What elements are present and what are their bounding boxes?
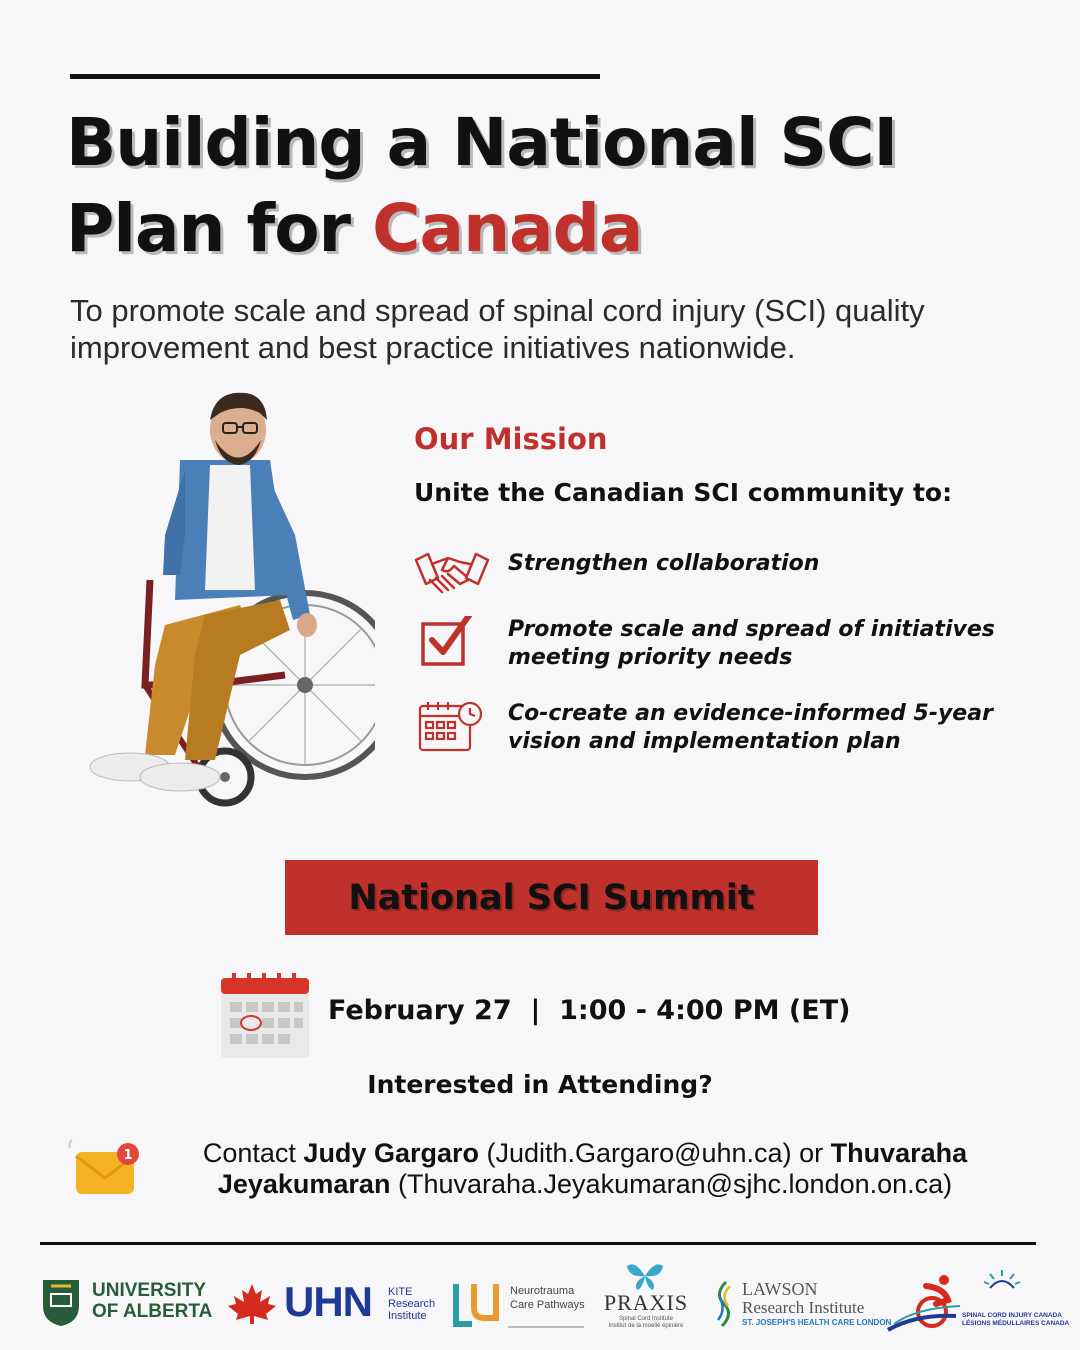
ualberta-shield-logo — [40, 1276, 82, 1328]
lawson-line-3: ST. JOSEPH'S HEALTH CARE LONDON — [742, 1318, 892, 1327]
contact-prefix: Contact — [202, 1138, 304, 1168]
envelope-notification-icon — [66, 1136, 146, 1202]
person-in-wheelchair-photo — [55, 385, 375, 815]
notification-count: 1 — [123, 1148, 133, 1163]
title-accent-canada: Canada — [372, 190, 643, 267]
top-rule — [70, 74, 600, 79]
praxis-subtext — [596, 1316, 696, 1330]
mission-item-text: Promote scale and spread of initiatives meeting priority needs — [508, 617, 995, 670]
calendar-icon — [218, 972, 313, 1060]
lawson-line-1: LAWSON — [742, 1279, 818, 1299]
ualberta-line-2: OF ALBERTA — [92, 1301, 213, 1322]
handshake-icon — [414, 548, 490, 608]
praxis-sub-2: Institut de la moelle épinière — [608, 1323, 684, 1329]
sci-canada-line-2: LÉSIONS MÉDULLAIRES CANADA — [962, 1320, 1070, 1327]
neurotrauma-logo-mark — [452, 1278, 508, 1330]
neurotrauma-line-2: Care Pathways — [510, 1299, 585, 1311]
mission-item-scale-spread — [414, 616, 1034, 686]
sci-canada-line-1: SPINAL CORD INJURY CANADA — [962, 1312, 1062, 1319]
title-line-1: Building a National SCI — [66, 104, 898, 181]
subtitle: To promote scale and spread of spinal cord injury (SCI) quality improvement and best practice initiatives nationwide. — [70, 293, 925, 365]
mission-heading: Our Mission — [414, 422, 608, 456]
date-separator: | — [530, 995, 541, 1026]
neurotrauma-line-1: Neurotrauma — [510, 1285, 575, 1297]
sci-canada-logo-mark — [886, 1270, 966, 1334]
mission-item-text: Strengthen collaboration — [508, 551, 820, 576]
neurotrauma-wordmark — [510, 1284, 585, 1312]
butterfly-icon — [625, 1260, 665, 1292]
kite-line-3: Institute — [388, 1310, 427, 1322]
contact-info — [150, 1138, 1020, 1200]
praxis-sub-1: Spinal Cord Institute — [618, 1316, 674, 1322]
partner-logos — [0, 1256, 1080, 1346]
lawson-logo-mark — [712, 1280, 738, 1328]
kite-line-1: KITE — [388, 1286, 413, 1298]
contact-email-1[interactable]: (Judith.Gargaro@uhn.ca) — [486, 1138, 792, 1168]
mission-item-text: Co-create an evidence-informed 5-year vision and implementation plan — [508, 701, 993, 754]
checkbox-icon — [414, 616, 490, 676]
calendar-clock-icon — [414, 700, 490, 760]
kite-line-2: Research — [388, 1298, 436, 1310]
maple-leaf-icon — [226, 1282, 278, 1324]
ualberta-wordmark — [92, 1280, 212, 1322]
summit-date-time — [328, 995, 928, 1026]
page-title — [66, 100, 1026, 272]
mission-item-collaboration — [414, 548, 1034, 618]
neurotrauma-underline — [508, 1326, 584, 1328]
contact-person-1: Judy Gargaro — [303, 1138, 479, 1168]
lawson-line-2: Research Institute — [742, 1298, 865, 1317]
bottom-rule — [40, 1242, 1036, 1245]
title-line-2-prefix: Plan for — [66, 190, 373, 267]
lawson-wordmark — [742, 1280, 891, 1328]
sunrise-icon — [982, 1268, 1022, 1290]
summit-label: National SCI Summit — [348, 877, 755, 918]
contact-email-2[interactable]: (Thuvaraha.Jeyakumaran@sjhc.london.on.ca) — [397, 1169, 953, 1199]
summit-time: 1:00 - 4:00 PM (ET) — [559, 995, 851, 1026]
mission-item-vision-plan — [414, 700, 1034, 770]
kite-logo — [388, 1286, 435, 1322]
contact-or: or — [791, 1138, 831, 1168]
praxis-wordmark: PRAXIS — [603, 1290, 689, 1315]
mission-intro: Unite the Canadian SCI community to: — [414, 478, 953, 507]
uhn-logo: UHN — [284, 1278, 372, 1325]
contact-person-2: Thuvaraha Jeyakumaran — [217, 1138, 968, 1199]
summit-date: February 27 — [328, 995, 512, 1026]
sci-canada-wordmark — [962, 1312, 1069, 1328]
ualberta-line-1: UNIVERSITY — [92, 1280, 207, 1301]
summit-banner — [285, 860, 818, 935]
attend-question: Interested in Attending? — [367, 1070, 713, 1099]
